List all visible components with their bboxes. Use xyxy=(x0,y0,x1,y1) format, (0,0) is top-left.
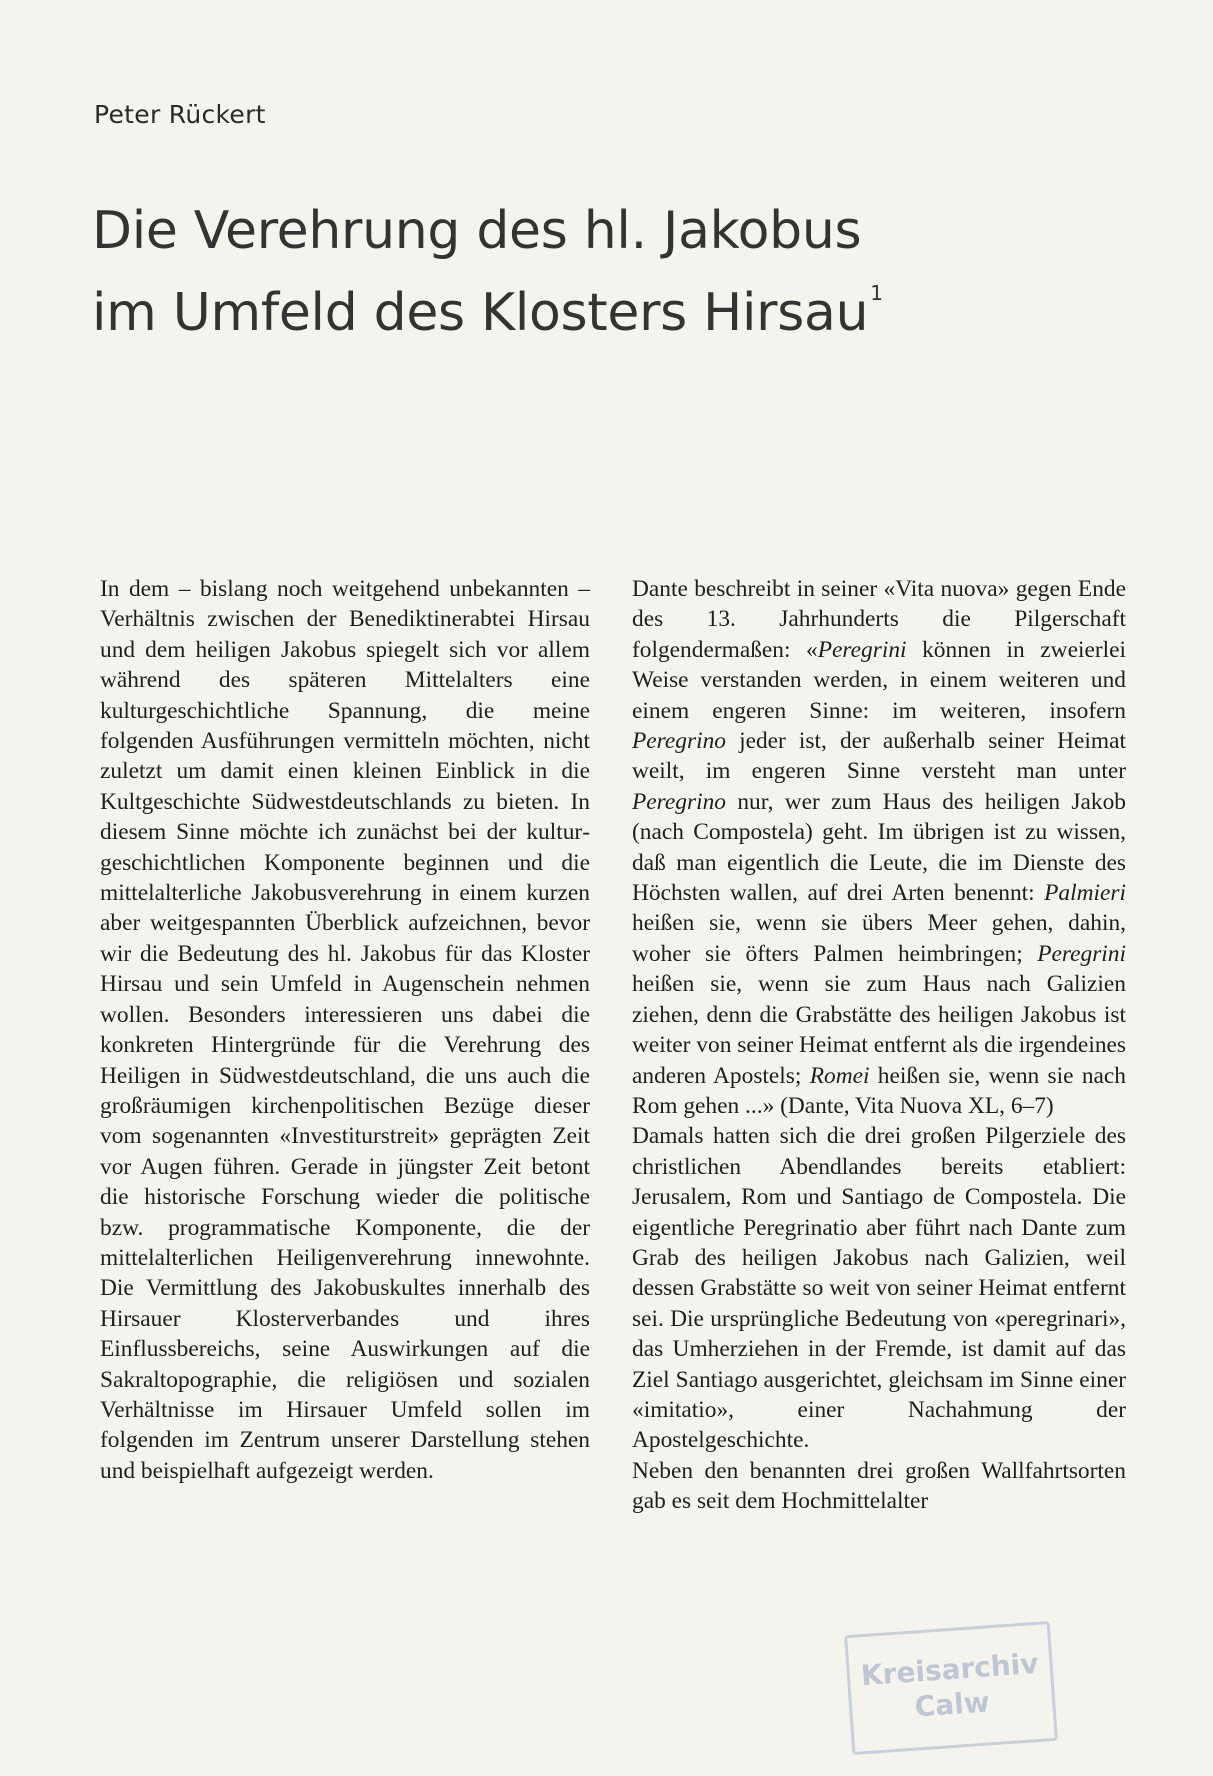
title-line-2-text: im Umfeld des Klosters Hirsau xyxy=(92,283,869,343)
text-run: können in zweierlei Weise verstanden werden, in einem weiteren und einem engeren Sinne: im weiteren, insofern xyxy=(632,636,1126,724)
title-line-2 xyxy=(92,262,992,344)
title-line-1: Die Verehrung des hl. Jakobus xyxy=(92,201,862,261)
italic-term: Peregrino xyxy=(632,728,726,755)
italic-term: Peregrini xyxy=(1037,940,1126,967)
footnote-reference[interactable]: 1 xyxy=(870,281,883,305)
italic-term: Palmieri xyxy=(1044,880,1126,907)
left-column xyxy=(100,574,590,1486)
dante-quote-paragraph xyxy=(632,574,1126,1121)
text-run: heißen sie, wenn sie übers Meer gehen, dahin, woher sie öfters Palmen heimbringen; xyxy=(632,910,1126,967)
text-run: Dante beschreibt in seiner «Vita nuova» gegen Ende des 13. Jahrhunderts die Pilgerschaft folgendermaßen: « xyxy=(632,576,1126,663)
stamp-line-1: Kreisarchiv xyxy=(859,1646,1040,1693)
article-title xyxy=(92,200,992,344)
stamp-line-2: Calw xyxy=(913,1685,991,1724)
text-run: jeder ist, der außerhalb seiner Heimat weilt, im engeren Sinne versteht man unter xyxy=(632,728,1126,785)
continuation-paragraph: Neben den benannten drei großen Wallfahrtsorten gab es seit dem Hochmittelalter xyxy=(632,1457,1126,1515)
archive-stamp xyxy=(844,1621,1058,1755)
text-run: heißen sie, wenn sie zum Haus nach Galizien ziehen, denn die Grabstätte des heiligen Jakobus ist weiter von seiner Heimat entfernt als die irgendeines anderen Apostels; xyxy=(632,971,1126,1089)
pilgrimage-goals-paragraph: Damals hatten sich die drei großen Pilgerziele des christlichen Abendlandes bereits etabliert: Jerusalem, Rom und Santiago de Compostela. Die eigentliche Peregrinatio aber führt nach Dante zum Grab des heiligen Jakobus nach Galizien, weil dessen Grabstätte so weit von seiner Heimat entfernt sei. Die ursprüngliche Bedeutung von «peregrinari», das Umherziehen in der Fremde, ist damit auf das Ziel Santiago ausgerichtet, gleichsam im Sinne einer «imitatio», einer Nachahmung der Apostelgeschichte. xyxy=(632,1123,1126,1454)
author-name: Peter Rückert xyxy=(94,100,266,129)
italic-term: Peregrini xyxy=(817,636,907,663)
italic-term: Romei xyxy=(809,1062,870,1089)
text-run: nur, wer zum Haus des heiligen Jakob (nach Compostela) geht. Im übrigen ist zu wissen, daß man eigentlich die Leute, die im Dienste des Höchsten wallen, auf drei Arten benennt: xyxy=(632,788,1126,907)
text-run: heißen sie, wenn sie nach Rom gehen ...» (Dante, Vita Nuova XL, 6–7) xyxy=(632,1062,1126,1119)
italic-term: Peregrino xyxy=(632,788,726,815)
right-column xyxy=(632,574,1126,1517)
intro-paragraph: In dem – bislang noch weitgehend unbekannten – Verhältnis zwischen der Benediktinerabtei Hirsau und dem heiligen Jakobus spiegelt sich vor allem während des späteren Mittelalters eine kulturgeschichtliche Spannung, die meine folgenden Ausführungen vermitteln möchten, nicht zuletzt um damit einen kleinen Einblick in die Kultgeschichte Südwestdeutschlands zu bieten. In diesem Sinne möchte ich zunächst bei der kulturgeschichtlichen Komponente beginnen und die mittelalterliche Jakobusverehrung in einem kurzen aber weitgespannten Überblick aufzeichnen, bevor wir die Bedeutung des hl. Jakobus für das Kloster Hirsau und sein Umfeld in Augenschein nehmen wollen. Besonders interessieren uns dabei die konkreten Hintergründe für die Verehrung des Heiligen in Südwestdeutschland, die uns auch die großräumigen kirchenpolitischen Bezüge dieser vom sogenannten «Investiturstreit» geprägten Zeit vor Augen führen. Gerade in jüngster Zeit betont die historische Forschung wieder die politische bzw. programmatische Komponente, die der mittelalterlichen Heiligenverehrung innewohnte. Die Vermittlung des Jakobuskultes innerhalb des Hirsauer Klosterverbandes und ihres Einflussbereichs, seine Auswirkungen auf die Sakraltopographie, die religiösen und sozialen Verhältnisse im Hirsauer Umfeld sollen im folgenden im Zentrum unserer Darstellung stehen und beispielhaft aufgezeigt werden. xyxy=(100,576,590,1484)
